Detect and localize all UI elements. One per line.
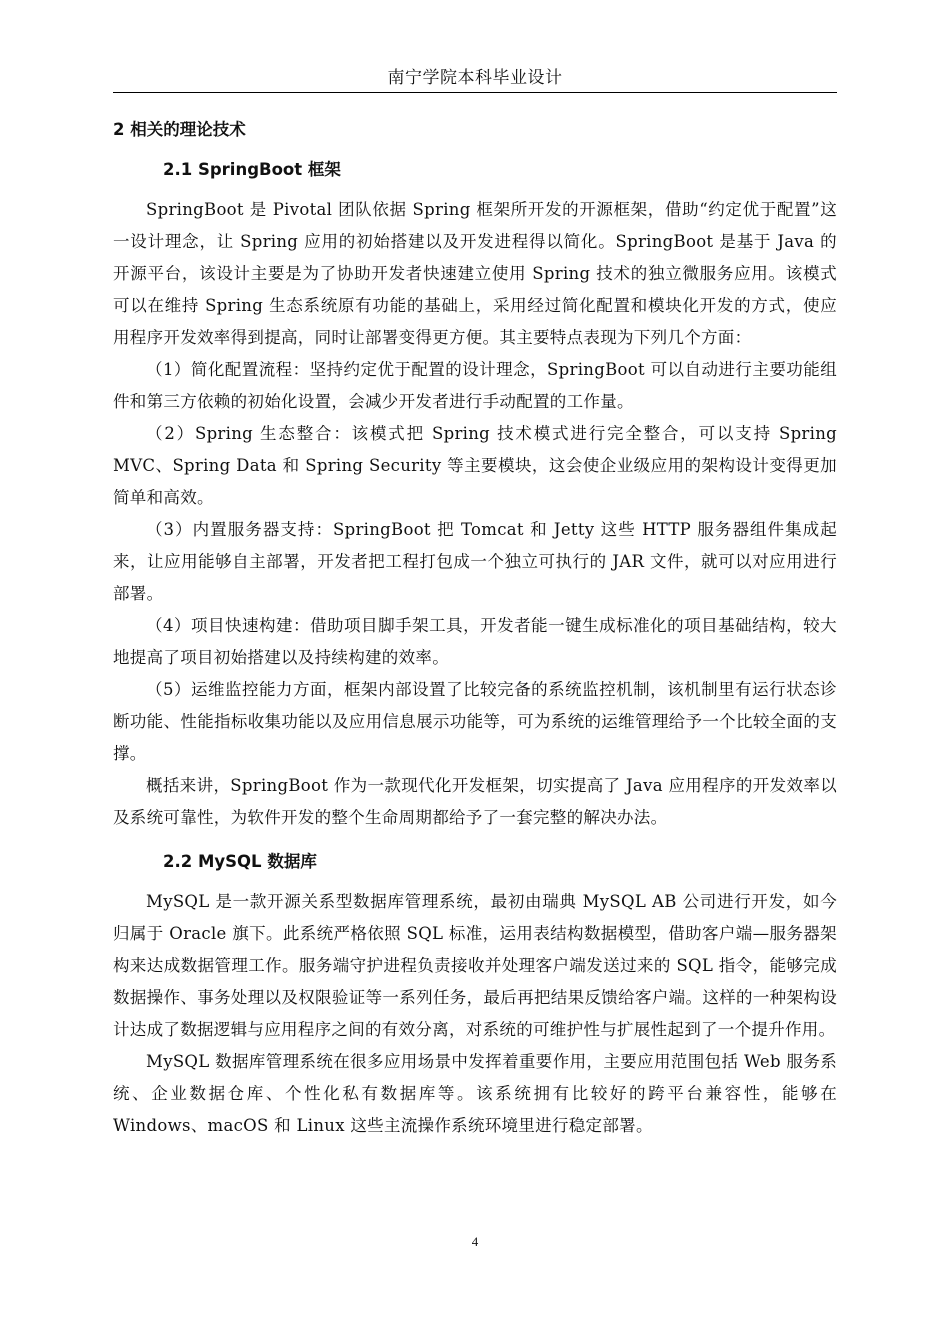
paragraph: MySQL 数据库管理系统在很多应用场景中发挥着重要作用，主要应用范围包括 Web 服务系统、企业数据仓库、个性化私有数据库等。该系统拥有比较好的跨平台兼容性，能够在 Windows、macOS 和 Linux 这些主流操作系统环境里进行稳定部署。	[113, 1052, 837, 1135]
paragraph: SpringBoot 是 Pivotal 团队依据 Spring 框架所开发的开源框架，借助“约定优于配置”这一设计理念，让 Spring 应用的初始搭建以及开发进程得以简化。SpringBoot 是基于 Java 的开源平台，该设计主要是为了协助开发者快速建立使用 Spring 技术的独立微服务应用。该模式可以在维持 Spring 生态系统原有功能的基础上，采用经过简化配置和模块化开发的方式，使应用程序开发效率得到提高，同时让部署变得更方便。其主要特点表现为下列几个方面：	[113, 200, 837, 347]
section-heading-springboot: 2.1 SpringBoot 框架	[163, 160, 341, 179]
section-heading-mysql: 2.2 MySQL 数据库	[163, 852, 317, 871]
list-item-paragraph: （5）运维监控能力方面，框架内部设置了比较完备的系统监控机制，该机制里有运行状态诊断功能、性能指标收集功能以及应用信息展示功能等，可为系统的运维管理给予一个比较全面的支撑。	[113, 680, 837, 763]
summary-paragraph: 概括来讲，SpringBoot 作为一款现代化开发框架，切实提高了 Java 应用程序的开发效率以及系统可靠性，为软件开发的整个生命周期都给予了一套完整的解决办法。	[113, 776, 837, 827]
running-header: 南宁学院本科毕业设计	[387, 68, 563, 88]
list-item-paragraph: （2）Spring 生态整合：该模式把 Spring 技术模式进行完全整合，可以支持 Spring MVC、Spring Data 和 Spring Security 等主要模块，这会使企业级应用的架构设计变得更加简单和高效。	[113, 424, 837, 507]
list-item-paragraph: （3）内置服务器支持：SpringBoot 把 Tomcat 和 Jetty 这些 HTTP 服务器组件集成起来，让应用能够自主部署，开发者把工程打包成一个独立可执行的 JAR 文件，就可以对应用进行部署。	[113, 520, 837, 603]
page-body	[113, 116, 837, 1142]
page-number: 4	[471, 1234, 479, 1249]
paragraph: MySQL 是一款开源关系型数据库管理系统，最初由瑞典 MySQL AB 公司进行开发，如今归属于 Oracle 旗下。此系统严格依照 SQL 标准，运用表结构数据模型，借助客户端—服务器架构来达成数据管理工作。服务端守护进程负责接收并处理客户端发送过来的 SQL 指令，能够完成数据操作、事务处理以及权限验证等一系列任务，最后再把结果反馈给客户端。这样的一种架构设计达成了数据逻辑与应用程序之间的有效分离，对系统的可维护性与扩展性起到了一个提升作用。	[113, 892, 837, 1039]
list-item-paragraph: （4）项目快速构建：借助项目脚手架工具，开发者能一键生成标准化的项目基础结构，较大地提高了项目初始搭建以及持续构建的效率。	[113, 616, 837, 667]
chapter-heading: 2 相关的理论技术	[113, 120, 246, 139]
list-item-paragraph: （1）简化配置流程：坚持约定优于配置的设计理念，SpringBoot 可以自动进行主要功能组件和第三方依赖的初始化设置，会减少开发者进行手动配置的工作量。	[113, 360, 837, 411]
header-divider	[113, 92, 837, 93]
